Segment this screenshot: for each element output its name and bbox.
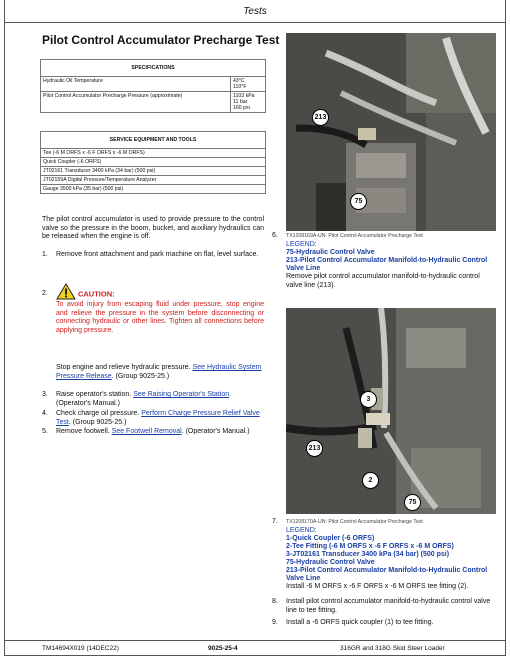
footer-document-id: TM14694X019 (14DEC22) — [42, 645, 119, 652]
figure-1-photo — [286, 33, 496, 231]
footer-product-name: 316GR and 318G Skid Steer Loader — [340, 645, 445, 652]
legend-item: 213-Pilot Control Accumulator Manifold-to-Hydraulic Control Valve Line — [286, 567, 488, 583]
hydraulic-valve-photo-illustration — [286, 33, 496, 231]
warning-triangle-icon — [56, 283, 76, 300]
equipment-heading: SERVICE EQUIPMENT AND TOOLS — [41, 132, 266, 149]
legend-item: 75-Hydraulic Control Valve — [286, 249, 375, 257]
equipment-row: JT02161 Transducer 3400 kPa (34 bar) (500 psi) — [41, 167, 266, 176]
step-2: 2. CAUTION: To avoid injury from escaping fluid under pressure, stop engine and relieve the pressure in the system before disconnecting or connecting hydraulic or other lines. Tighten all connections before applying pressure. — [42, 290, 264, 370]
equipment-table — [40, 131, 266, 194]
legend-item: 75-Hydraulic Control Valve — [286, 559, 375, 567]
legend-title: LEGEND: — [286, 526, 317, 534]
figure-2-caption: TX1208170A-UN: Pilot Control Accumulator Precharge Test — [286, 519, 423, 525]
charge-pressure-relief-valve-test-link[interactable]: Perform Charge Pressure Relief Valve Test — [56, 410, 260, 426]
equipment-row: Tee (-6 M ORFS x -6 F ORFS x -6 M ORFS) — [41, 149, 266, 158]
step-2-action: Stop engine and relieve hydraulic pressure. See Hydraulic System Pressure Release. (Group 9025-25.) — [56, 364, 262, 380]
footer-page-number: 9025-25-4 — [208, 645, 238, 652]
step-7-text: Install -6 M ORFS x -6 F ORFS x -6 M ORFS tee fitting (2). — [286, 583, 469, 591]
callout-75: 75 — [404, 494, 421, 511]
hydraulic-pressure-release-link[interactable]: See Hydraulic System Pressure Release — [56, 364, 262, 380]
specifications-table — [40, 59, 266, 113]
footwell-removal-link[interactable]: See Footwell Removal — [111, 428, 182, 435]
page-title: Pilot Control Accumulator Precharge Test — [42, 33, 280, 47]
equipment-row: Gauge 3500 kPa (35 bar) (500 psi) — [41, 185, 266, 194]
equipment-row: JT02159A Digital Pressure/Temperature Analyzer — [41, 176, 266, 185]
spec-row-values: 1103 kPa 11 bar 160 psi — [231, 92, 266, 113]
intro-paragraph: The pilot control accumulator is used to provide pressure to the control valve so the pressure in the boom, bucket, and auxiliary hydraulics can be released when the engine is off. — [42, 216, 264, 241]
callout-2: 2 — [362, 472, 379, 489]
callout-213: 213 — [306, 440, 323, 457]
spec-row-values: 43°C 110°F — [231, 77, 266, 92]
legend-item: 1-Quick Coupler (-6 ORFS) — [286, 535, 375, 543]
footer-rule — [4, 640, 506, 641]
caution-label: CAUTION: — [77, 289, 115, 299]
caution-text: To avoid injury from escaping fluid under pressure, stop engine and relieve the pressure in the system before disconnecting or connecting hydraulic or other lines. Tighten all connections before applying pressure. — [56, 301, 264, 334]
raising-operators-station-link[interactable]: See Raising Operator's Station — [133, 391, 230, 398]
callout-213: 213 — [312, 109, 329, 126]
spec-row-label: Hydraulic Oil Temperature — [41, 77, 231, 92]
callout-75: 75 — [350, 193, 367, 210]
spec-row-label: Pilot Control Accumulator Precharge Pressure (approximate) — [41, 92, 231, 113]
spec-heading: SPECIFICATIONS — [41, 60, 266, 77]
legend-title: LEGEND: — [286, 240, 317, 248]
figure-1-caption: TX1208169A-UN: Pilot Control Accumulator Precharge Test — [286, 233, 423, 239]
figure-2-photo — [286, 308, 496, 514]
header-rule — [4, 22, 506, 23]
step-6-text: Remove pilot control accumulator manifold-to-hydraulic control valve line (213). — [286, 273, 480, 289]
callout-3: 3 — [360, 391, 377, 408]
legend-item: 3-JT02161 Transducer 3400 kPa (34 bar) (500 psi) — [286, 551, 450, 559]
transducer-installation-photo-illustration — [286, 308, 496, 514]
equipment-row: Quick Coupler (-6 ORFS) — [41, 158, 266, 167]
legend-item: 213-Pilot Control Accumulator Manifold-to-Hydraulic Control Valve Line — [286, 257, 488, 273]
legend-item: 2-Tee Fitting (-6 M ORFS x -6 F ORFS x -6 M ORFS) — [286, 543, 454, 551]
section-header: Tests — [243, 6, 267, 17]
